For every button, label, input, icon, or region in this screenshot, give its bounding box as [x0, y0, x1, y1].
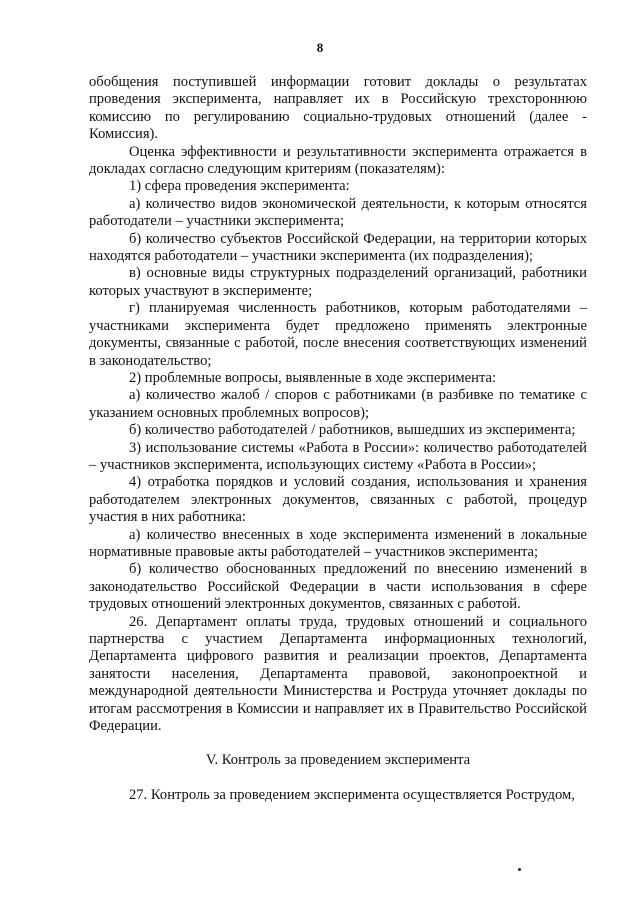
paragraph-criterion-3: 3) использование системы «Работа в России»: количество работодателей – участников эксперимента, использующих систему «Работа в России»;: [89, 439, 587, 473]
paragraph-continuation: обобщения поступившей информации готовит доклады о результатах проведения эксперимента, направляет их в Российскую трехстороннюю комиссию по регулированию социально-трудовых отношений (далее - Комиссия).: [89, 74, 587, 143]
paragraph-clause-26: 26. Департамент оплаты труда, трудовых отношений и социального партнерства с участием Департамента информационных технологий, Департамента цифрового развития и реализации проектов, Департамента занятости населения, Департамента правовой, законопроектной и международной деятельности Министерства и Роструда уточняет доклады по итогам рассмотрения в Комиссии и направляет их в Правительство Российской Федерации.: [89, 613, 587, 735]
paragraph-criterion-1: 1) сфера проведения эксперимента:: [129, 178, 350, 195]
paragraph-criterion-2a: а) количество жалоб / споров с работниками (в разбивке по тематике с указанием основных проблемных вопросов);: [89, 387, 587, 421]
scan-speck: [518, 868, 521, 871]
section-heading: V. Контроль за проведением эксперимента: [205, 752, 471, 769]
paragraph-criterion-1a: а) количество видов экономической деятельности, к которым относятся работодатели – участники эксперимента;: [89, 195, 587, 230]
paragraph-criterion-1c: в) основные виды структурных подразделений организаций, работники которых участвуют в эксперименте;: [89, 265, 587, 299]
paragraph-criterion-4a: а) количество внесенных в ходе эксперимента изменений в локальные нормативные правовые акты работодателей – участников эксперимента;: [89, 526, 587, 560]
paragraph-criterion-1b: б) количество субъектов Российской Федерации, на территории которых находятся работодатели – участники эксперимента (их подразделения);: [89, 230, 587, 265]
paragraph-criterion-4: 4) отработка порядков и условий создания, использования и хранения работодателем электронных документов, связанных с работой, процедур участия в них работника:: [89, 474, 587, 526]
paragraph-criterion-1d: г) планируемая численность работников, которым работодателями – участниками эксперимента будет предложено применять электронные документы, связанные с работой, после внесения соответствующих изменений в законодательство;: [89, 300, 587, 369]
paragraph-criteria-intro: Оценка эффективности и результативности эксперимента отражается в докладах согласно следующим критериям (показателям):: [89, 143, 587, 178]
page-number: 8: [316, 40, 324, 55]
paragraph-criterion-2: 2) проблемные вопросы, выявленные в ходе эксперимента:: [129, 369, 497, 386]
paragraph-criterion-4b: б) количество обоснованных предложений по внесению изменений в законодательство Российской Федерации в части использования в сфере трудовых отношений электронных документов, связанных с работой.: [89, 561, 587, 613]
paragraph-criterion-2b: б) количество работодателей / работников, вышедших из эксперимента;: [129, 422, 576, 439]
document-body: [89, 74, 587, 804]
paragraph-clause-27: 27. Контроль за проведением эксперимента осуществляется Рострудом,: [129, 786, 575, 803]
